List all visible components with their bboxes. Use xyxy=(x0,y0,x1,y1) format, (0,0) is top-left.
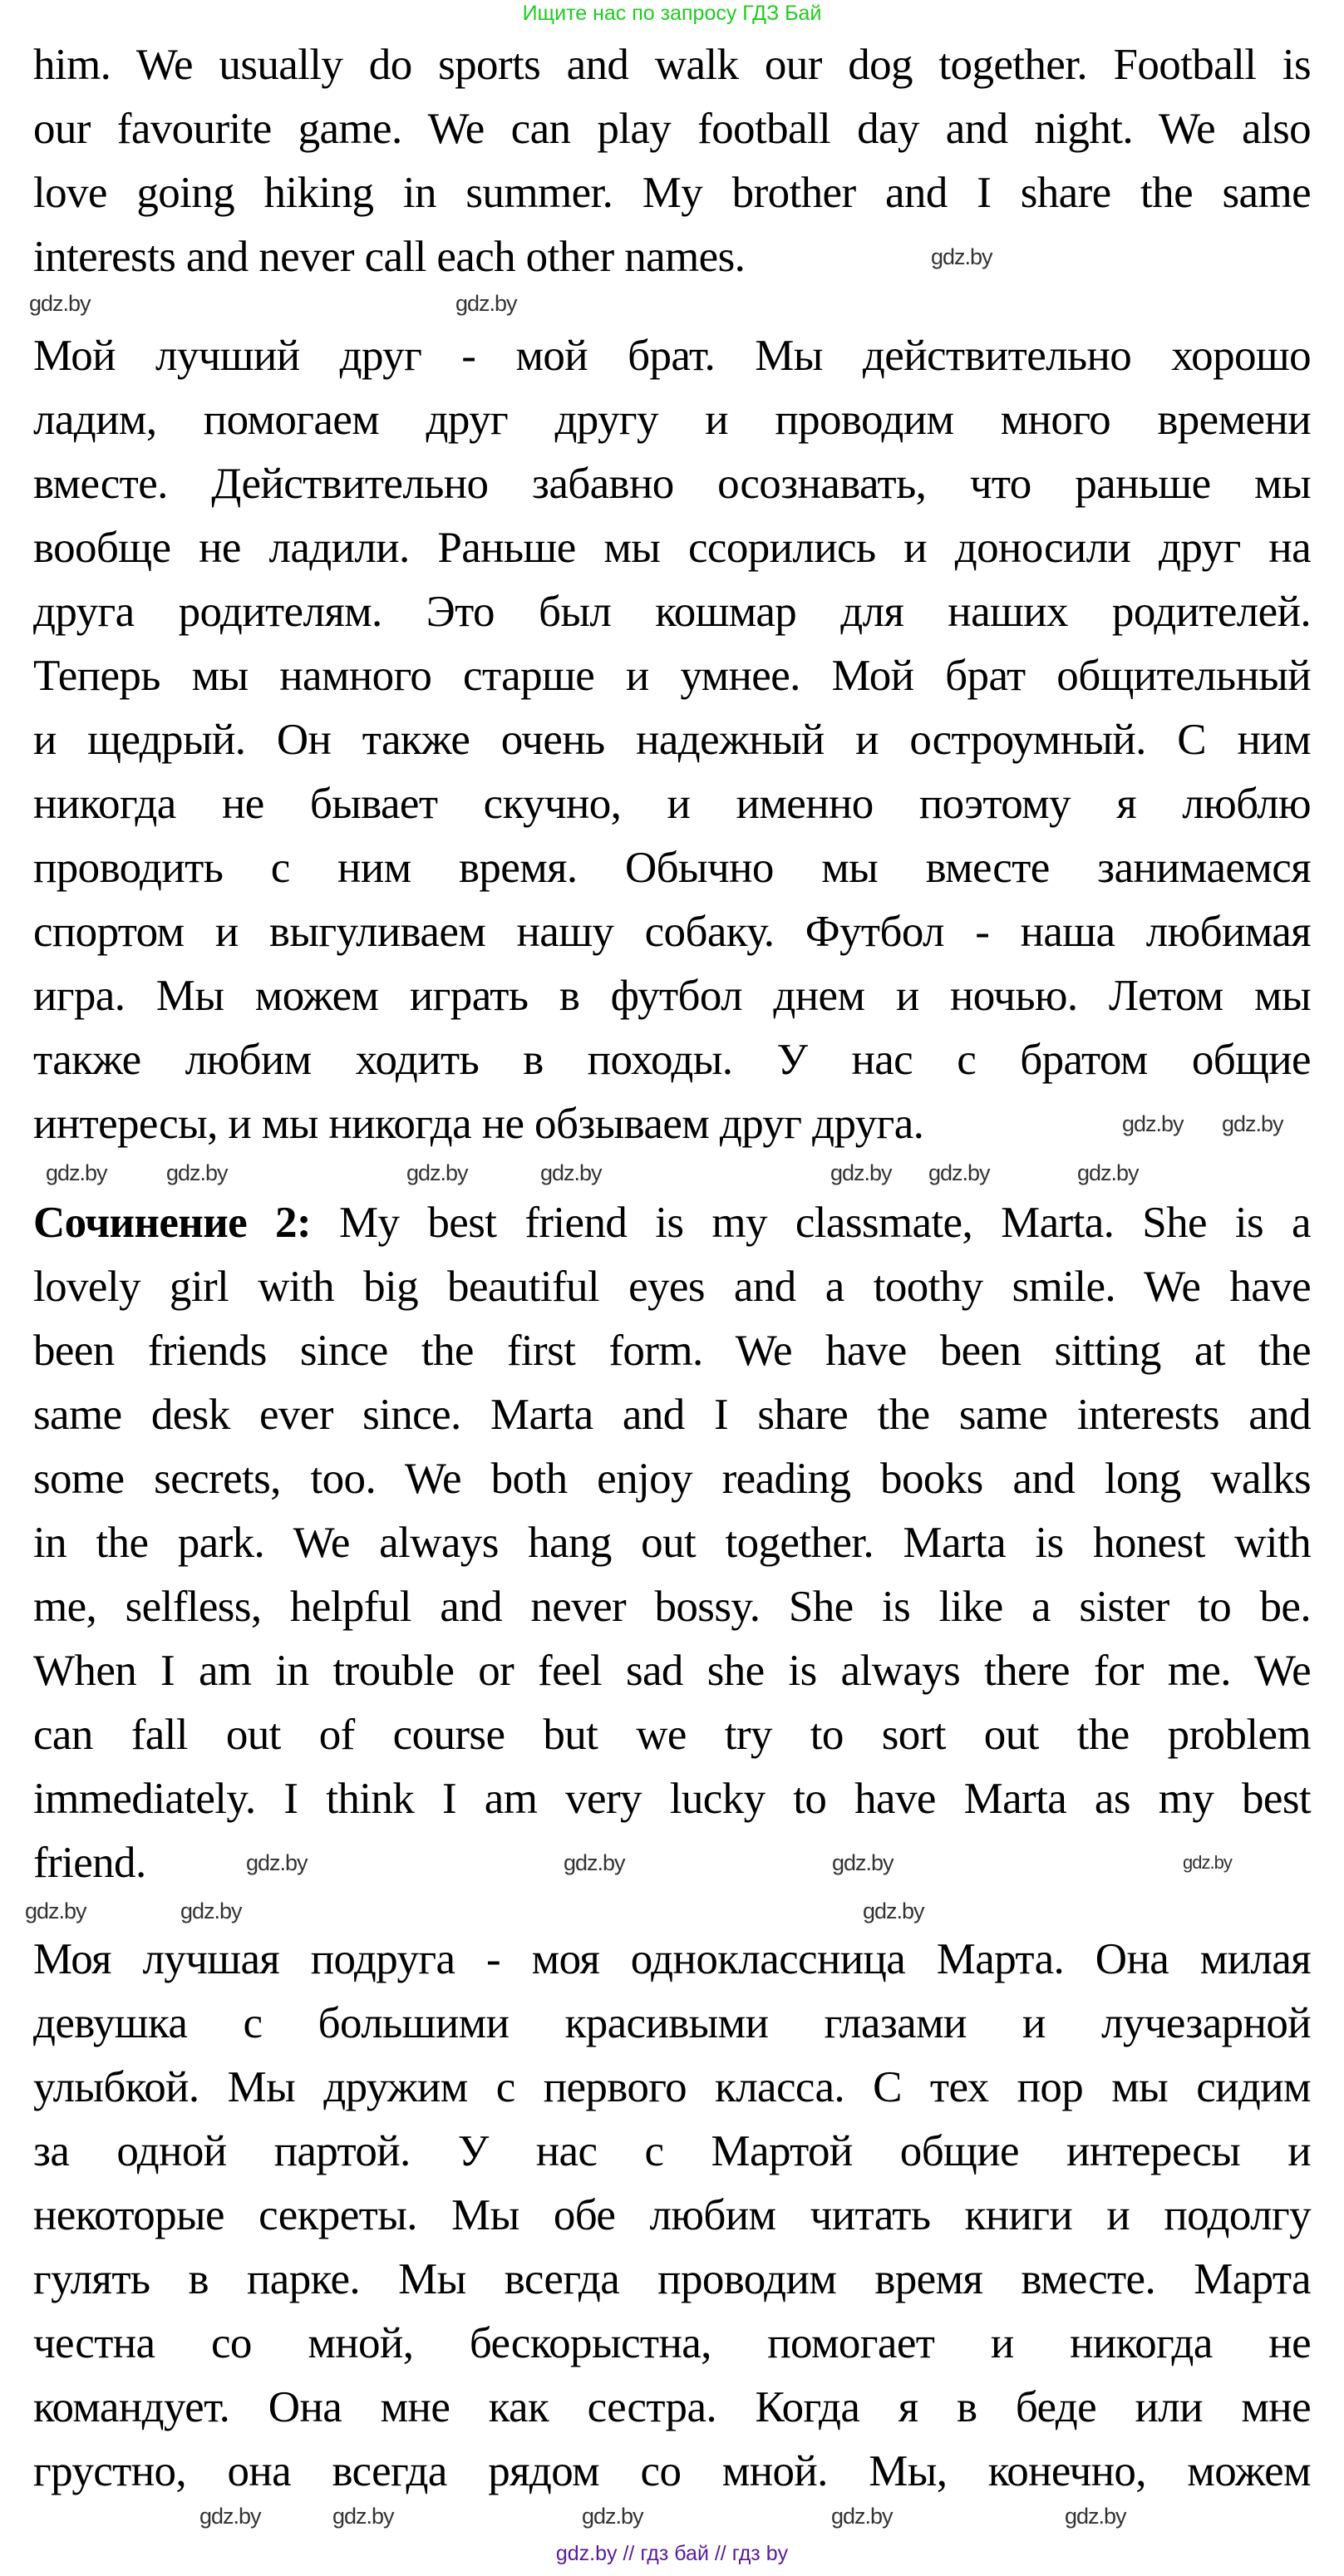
text-line: interests and never call each other names. xyxy=(33,233,746,281)
footer-links[interactable]: gdz.by // гдз бай // гдз by xyxy=(555,2542,789,2565)
text-line: интересы, и мы никогда не обзываем друг друга. xyxy=(33,1100,924,1148)
text-line: been friends since the first form. We have been sitting at the xyxy=(33,1327,1311,1375)
text-line: никогда не бывает скучно, и именно поэтому я люблю xyxy=(33,780,1311,828)
composition-label: Сочинение 2: xyxy=(33,1199,312,1247)
text-line: Моя лучшая подруга - моя одноклассница Марта. Она милая xyxy=(33,1935,1311,1983)
text-line: some secrets, too. We both enjoy reading books and long walks xyxy=(33,1455,1311,1503)
watermark-gdz: gdz.by xyxy=(1183,1852,1232,1873)
watermark-gdz: gdz.by xyxy=(931,244,992,269)
text-line: и щедрый. Он также очень надежный и остроумный. С ним xyxy=(33,716,1311,764)
paragraph-russian-2 xyxy=(33,1928,1311,2504)
watermark-gdz: gdz.by xyxy=(199,2504,261,2529)
text-line: can fall out of course but we try to sort out the problem xyxy=(33,1711,1311,1759)
watermark-gdz: gdz.by xyxy=(540,1160,602,1185)
watermark-gdz: gdz.by xyxy=(180,1899,242,1923)
text-line: грустно, она всегда рядом со мной. Мы, конечно, можем xyxy=(33,2447,1311,2495)
watermark-gdz: gdz.by xyxy=(166,1160,228,1185)
watermark-gdz: gdz.by xyxy=(25,1899,86,1923)
watermark-gdz: gdz.by xyxy=(582,2504,643,2529)
text-line: me, selfless, helpful and never bossy. She is like a sister to be. xyxy=(33,1583,1311,1631)
watermark-gdz: gdz.by xyxy=(830,1160,892,1185)
text-line: также любим ходить в походы. У нас с братом общие xyxy=(33,1036,1311,1084)
text-line: проводить с ним время. Обычно мы вместе занимаемся xyxy=(33,844,1311,892)
text-line: улыбкой. Мы дружим с первого класса. С тех пор мы сидим xyxy=(33,2063,1311,2111)
text-line: in the park. We always hang out together. Marta is honest with xyxy=(33,1519,1311,1567)
text-line: игра. Мы можем играть в футбол днем и ночью. Летом мы xyxy=(33,972,1311,1020)
paragraph-russian-1 xyxy=(33,324,1311,1156)
text-line: Теперь мы намного старше и умнее. Мой брат общительный xyxy=(33,652,1311,700)
watermark-gdz: gdz.by xyxy=(1222,1111,1283,1136)
watermark-gdz: gdz.by xyxy=(246,1850,308,1875)
text-line-content: My best friend is my classmate, Marta. She is a xyxy=(311,1199,1311,1247)
watermark-gdz: gdz.by xyxy=(564,1850,625,1875)
text-line: him. We usually do sports and walk our dog together. Football is xyxy=(33,41,1311,89)
text-line: ладим, помогаем друг другу и проводим много времени xyxy=(33,396,1311,444)
text-line: immediately. I think I am very lucky to have Marta as my best xyxy=(33,1775,1311,1823)
watermark-gdz: gdz.by xyxy=(832,1850,894,1875)
watermark-gdz: gdz.by xyxy=(332,2504,394,2529)
text-line: вообще не ладили. Раньше мы ссорились и доносили друг на xyxy=(33,524,1311,572)
watermark-gdz: gdz.by xyxy=(406,1160,468,1185)
text-line: friend. xyxy=(33,1839,146,1887)
paragraph-english-2 xyxy=(33,1191,1311,1895)
text-line: same desk ever since. Marta and I share the same interests and xyxy=(33,1391,1311,1439)
watermark-gdz: gdz.by xyxy=(863,1899,924,1923)
text-line: When I am in trouble or feel sad she is always there for me. We xyxy=(33,1647,1311,1695)
text-line: друга родителям. Это был кошмар для наших родителей. xyxy=(33,588,1311,636)
paragraph-english-1 xyxy=(33,33,1311,289)
text-line: Мой лучший друг - мой брат. Мы действительно хорошо xyxy=(33,332,1311,380)
text-line: девушка с большими красивыми глазами и лучезарной xyxy=(33,1999,1311,2047)
text-line: за одной партой. У нас с Мартой общие интересы и xyxy=(33,2127,1311,2175)
text-line: гулять в парке. Мы всегда проводим время вместе. Марта xyxy=(33,2255,1311,2303)
text-line: our favourite game. We can play football day and night. We also xyxy=(33,105,1311,153)
text-line: некоторые секреты. Мы обе любим читать книги и подолгу xyxy=(33,2191,1311,2239)
text-line: lovely girl with big beautiful eyes and a toothy smile. We have xyxy=(33,1263,1311,1311)
watermark-gdz: gdz.by xyxy=(29,291,91,316)
watermark-gdz: gdz.by xyxy=(46,1160,107,1185)
watermark-gdz: gdz.by xyxy=(928,1160,990,1185)
search-hint-banner: Ищите нас по запросу ГДЗ Бай xyxy=(522,2,822,25)
watermark-gdz: gdz.by xyxy=(1077,1160,1139,1185)
watermark-gdz: gdz.by xyxy=(1122,1111,1184,1136)
watermark-gdz: gdz.by xyxy=(1065,2504,1126,2529)
text-line: спортом и выгуливаем нашу собаку. Футбол - наша любимая xyxy=(33,908,1311,956)
watermark-gdz: gdz.by xyxy=(831,2504,893,2529)
text-line: командует. Она мне как сестра. Когда я в беде или мне xyxy=(33,2383,1311,2431)
text-line: вместе. Действительно забавно осознавать, что раньше мы xyxy=(33,460,1311,508)
text-line: love going hiking in summer. My brother and I share the same xyxy=(33,169,1311,217)
text-line xyxy=(33,1191,1311,1255)
text-line: честна со мной, бескорыстна, помогает и никогда не xyxy=(33,2319,1311,2367)
watermark-gdz: gdz.by xyxy=(455,291,517,316)
